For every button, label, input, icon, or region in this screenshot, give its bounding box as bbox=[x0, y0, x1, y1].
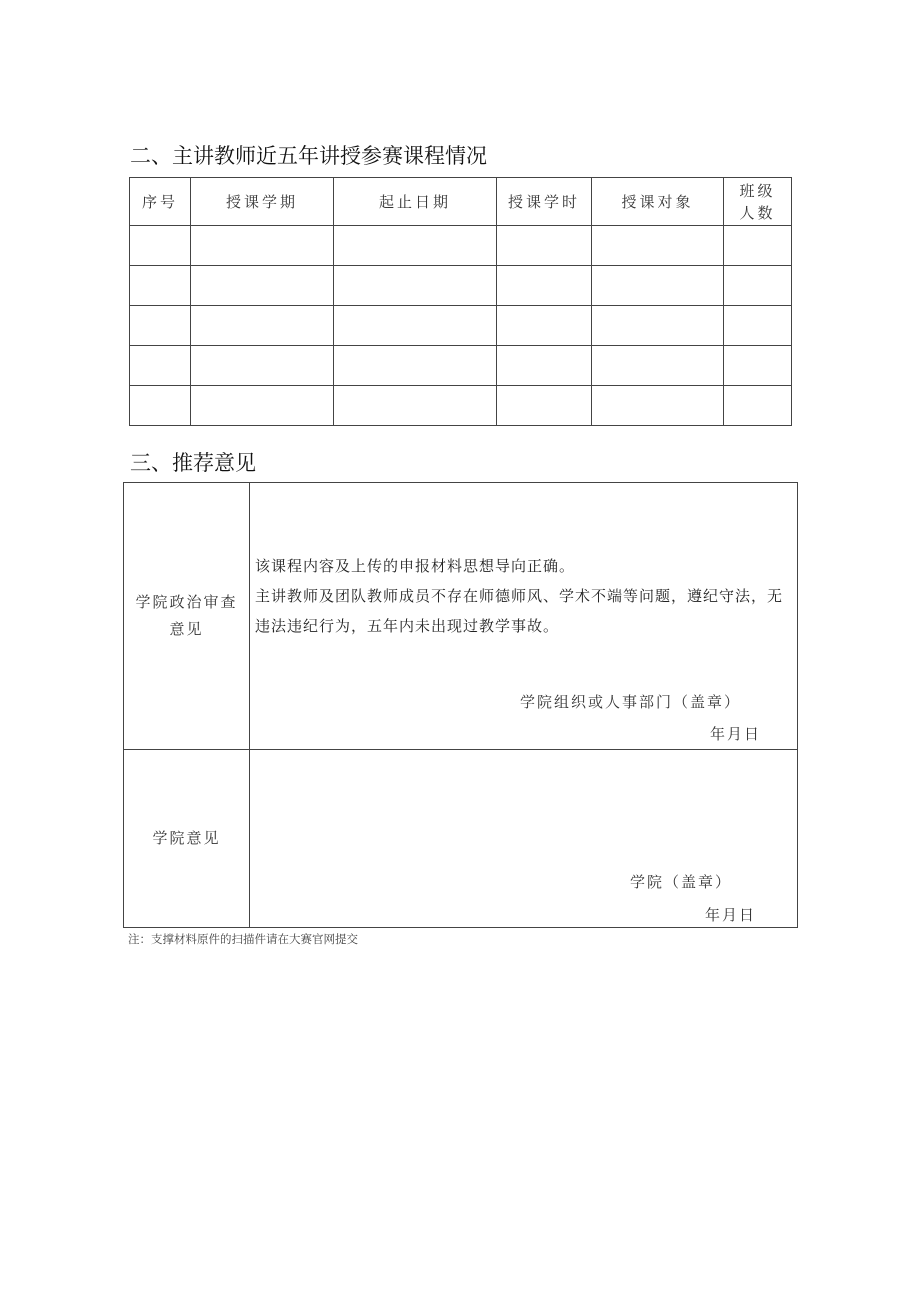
recommendation-table bbox=[123, 482, 798, 928]
table-cell[interactable] bbox=[724, 226, 792, 266]
header-class-size-line1: 班级 bbox=[739, 181, 776, 200]
table-row bbox=[130, 346, 792, 386]
table-cell[interactable] bbox=[334, 346, 497, 386]
footnote: 注：支撑材料原件的扫描件请在大赛官网提交 bbox=[128, 932, 358, 946]
course-history-table bbox=[129, 177, 792, 426]
table-cell[interactable] bbox=[130, 306, 191, 346]
political-review-signature: 学院组织或人事部门（盖章） bbox=[520, 693, 742, 711]
table-row bbox=[130, 266, 792, 306]
header-class-hours: 授课学时 bbox=[497, 178, 592, 226]
table-cell[interactable] bbox=[130, 226, 191, 266]
political-review-text bbox=[255, 551, 791, 641]
header-class-size-line2: 人数 bbox=[739, 203, 776, 222]
political-review-paragraph-2: 主讲教师及团队教师成员不存在师德师风、学术不端等问题，遵纪守法，无违法违纪行为，五年内未出现过教学事故。 bbox=[255, 587, 784, 635]
political-review-row bbox=[124, 483, 798, 750]
table-cell[interactable] bbox=[592, 306, 724, 346]
table-cell[interactable] bbox=[497, 266, 592, 306]
political-review-paragraph-1: 该课程内容及上传的申报材料思想导向正确。 bbox=[255, 557, 576, 575]
political-review-label-line2: 意见 bbox=[169, 620, 204, 638]
table-cell[interactable] bbox=[592, 386, 724, 426]
table-cell[interactable] bbox=[592, 266, 724, 306]
table-cell[interactable] bbox=[130, 346, 191, 386]
table-row bbox=[130, 386, 792, 426]
college-opinion-date: 年月日 bbox=[705, 906, 757, 924]
table-cell[interactable] bbox=[191, 226, 334, 266]
header-date-range: 起止日期 bbox=[334, 178, 497, 226]
table-cell[interactable] bbox=[334, 306, 497, 346]
political-review-label bbox=[124, 483, 250, 750]
table-cell[interactable] bbox=[497, 386, 592, 426]
table-cell[interactable] bbox=[724, 266, 792, 306]
table-cell[interactable] bbox=[497, 226, 592, 266]
table-header-row bbox=[130, 178, 792, 226]
table-cell[interactable] bbox=[592, 226, 724, 266]
political-review-content[interactable] bbox=[250, 483, 798, 750]
table-cell[interactable] bbox=[334, 386, 497, 426]
table-cell[interactable] bbox=[592, 346, 724, 386]
table-cell[interactable] bbox=[130, 266, 191, 306]
header-audience: 授课对象 bbox=[592, 178, 724, 226]
table-cell[interactable] bbox=[191, 346, 334, 386]
table-cell[interactable] bbox=[191, 306, 334, 346]
college-opinion-row bbox=[124, 750, 798, 928]
college-opinion-label: 学院意见 bbox=[124, 750, 250, 928]
political-review-date: 年月日 bbox=[710, 725, 762, 743]
table-row bbox=[130, 226, 792, 266]
table-cell[interactable] bbox=[334, 266, 497, 306]
table-cell[interactable] bbox=[724, 306, 792, 346]
table-cell[interactable] bbox=[497, 346, 592, 386]
section-3-title: 三、推荐意见 bbox=[130, 451, 256, 475]
table-cell[interactable] bbox=[334, 226, 497, 266]
college-opinion-content[interactable] bbox=[250, 750, 798, 928]
table-cell[interactable] bbox=[724, 346, 792, 386]
header-semester: 授课学期 bbox=[191, 178, 334, 226]
table-cell[interactable] bbox=[724, 386, 792, 426]
table-cell[interactable] bbox=[191, 266, 334, 306]
political-review-label-line1: 学院政治审查 bbox=[135, 593, 238, 611]
header-serial-no: 序号 bbox=[130, 178, 191, 226]
table-cell[interactable] bbox=[130, 386, 191, 426]
table-cell[interactable] bbox=[497, 306, 592, 346]
table-row bbox=[130, 306, 792, 346]
college-opinion-signature: 学院（盖章） bbox=[630, 873, 733, 891]
table-cell[interactable] bbox=[191, 386, 334, 426]
header-class-size bbox=[724, 178, 792, 226]
section-2-title: 二、主讲教师近五年讲授参赛课程情况 bbox=[130, 144, 487, 168]
